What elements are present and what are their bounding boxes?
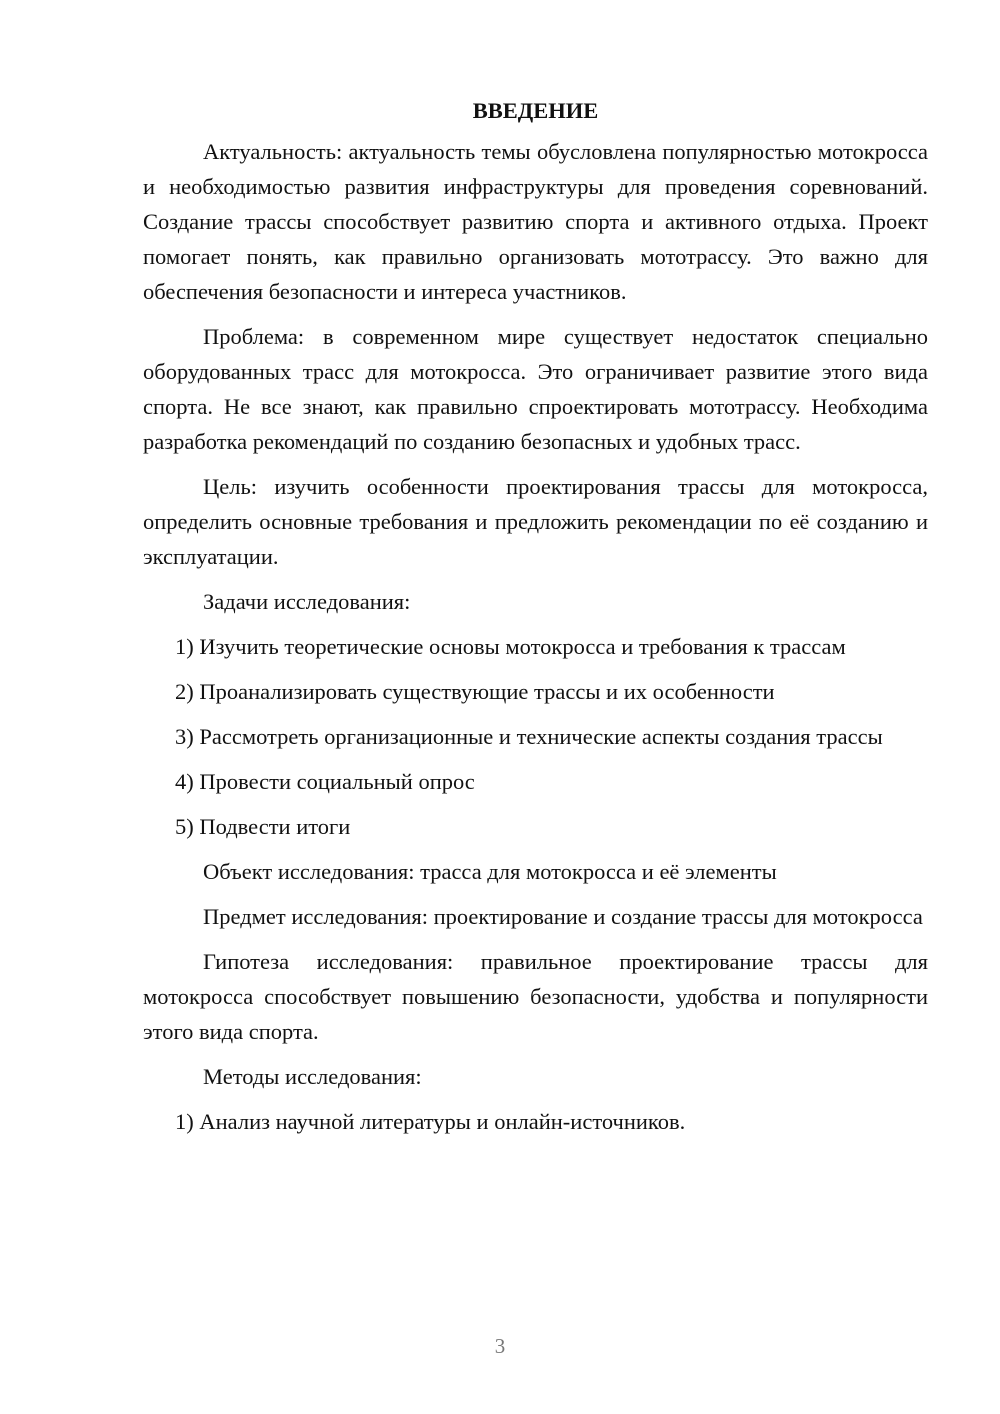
object-paragraph: Объект исследования: трасса для мотокросса и её элементы	[203, 859, 777, 884]
methods-heading: Методы исследования:	[203, 1064, 422, 1089]
relevance-paragraph: Актуальность: актуальность темы обусловлена популярностью мотокросса и необходимостью развития инфраструктуры для проведения соревнований. Создание трассы способствует развитию спорта и активного отдыха. Проект помогает понять, как правильно организовать мототрассу. Это важно для обеспечения безопасности и интереса участников.	[143, 139, 928, 304]
task-item: 5) Подвести итоги	[175, 814, 351, 839]
page-number: 3	[494, 1334, 506, 1358]
task-item: 1) Изучить теоретические основы мотокросса и требования к трассам	[175, 634, 846, 659]
method-item: 1) Анализ научной литературы и онлайн-источников.	[175, 1109, 686, 1134]
tasks-heading: Задачи исследования:	[203, 589, 411, 614]
subject-paragraph: Предмет исследования: проектирование и создание трассы для мотокросса	[203, 904, 923, 929]
task-item: 2) Проанализировать существующие трассы и их особенности	[175, 679, 775, 704]
goal-paragraph: Цель: изучить особенности проектирования трассы для мотокросса, определить основные требования и предложить рекомендации по её созданию и эксплуатации.	[143, 474, 928, 569]
page-title: ВВЕДЕНИЕ	[472, 98, 599, 123]
task-item: 4) Провести социальный опрос	[175, 769, 475, 794]
task-item: 3) Рассмотреть организационные и технические аспекты создания трассы	[175, 724, 883, 749]
page-content	[143, 93, 928, 1139]
hypothesis-paragraph: Гипотеза исследования: правильное проектирование трассы для мотокросса способствует повышению безопасности, удобства и популярности этого вида спорта.	[143, 949, 928, 1044]
problem-paragraph: Проблема: в современном мире существует недостаток специально оборудованных трасс для мотокросса. Это ограничивает развитие этого вида спорта. Не все знают, как правильно спроектировать мототрассу. Необходима разработка рекомендаций по созданию безопасных и удобных трасс.	[143, 324, 928, 454]
